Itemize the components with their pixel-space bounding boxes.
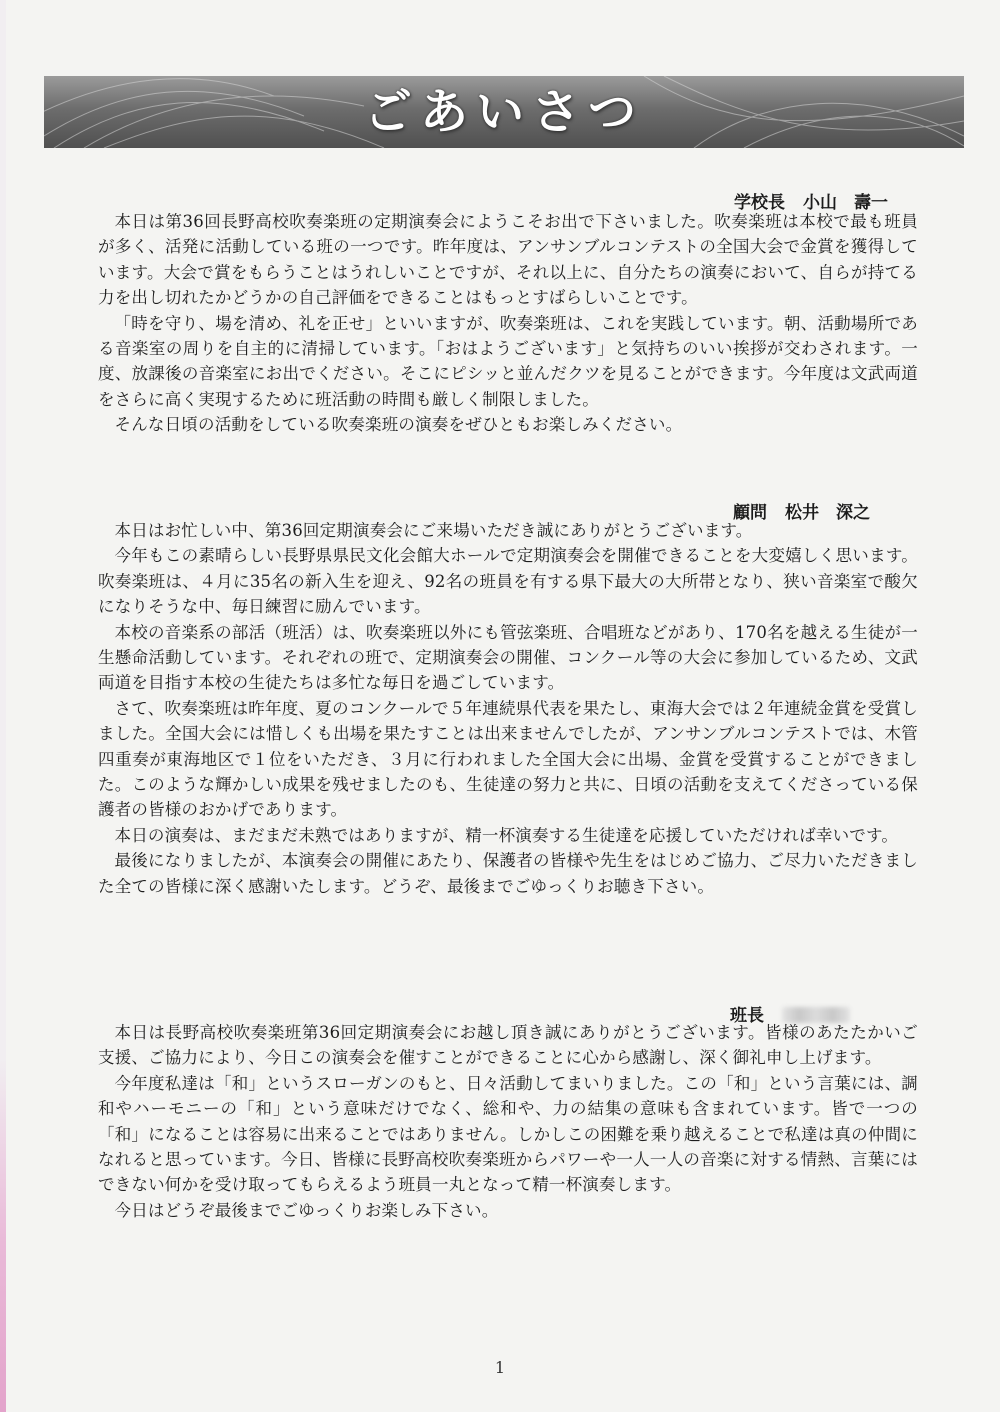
paragraph: 本校の音楽系の部活（班活）は、吹奏楽班以外にも管弦楽班、合唱班などがあり、170名を越える生徒が一生懸命活動しています。それぞれの班で、定期演奏会の開催、コンクール等の大会に参加しているため、文武両道を目指す本校の生徒たちは多忙な毎日を過ごしています。 (98, 622, 918, 693)
greeting-leader (98, 1020, 918, 1223)
author-title: 顧問 (733, 503, 767, 523)
paragraph: さて、吹奏楽班は昨年度、夏のコンクールで５年連続県代表を果たし、東海大会では２年連続金賞を受賞しました。全国大会には惜しくも出場を果たすことは出来ませんでしたが、アンサンブルコンテストでは、木管四重奏が東海地区で１位をいただき、３月に行われました全国大会に出場、金賞を受賞することができました。このような輝かしい成果を残せましたのも、生徒達の努力と共に、日頃の活動を支えてくださっている保護者の皆様のおかげであります。 (98, 698, 918, 820)
paragraph: 最後になりましたが、本演奏会の開催にあたり、保護者の皆様や先生をはじめご協力、ご尽力いただきました全ての皆様に深く感謝いたします。どうぞ、最後までごゆっくりお聴き下さい。 (98, 851, 918, 896)
paragraph: 本日の演奏は、まだまだ未熟ではありますが、精一杯演奏する生徒達を応援していただければ幸いです。 (114, 825, 899, 845)
title-banner (44, 76, 964, 148)
page-title: ごあいさつ (363, 84, 644, 140)
greeting-advisor (98, 518, 918, 899)
paragraph: 「時を守り、場を清め、礼を正せ」といいますが、吹奏楽班は、これを実践しています。朝、活動場所である音楽室の周りを自主的に清掃しています。「おはようございます」と気持ちのいい挨拶が交わされます。一度、放課後の音楽室にお出でください。そこにピシッと並んだクツを見ることができます。今年度は文武両道をさらに高く実現するために班活動の時間も厳しく制限しました。 (98, 313, 918, 409)
paragraph: そんな日頃の活動をしている吹奏楽班の演奏をぜひともお楽しみください。 (114, 415, 683, 435)
page-number: 1 (494, 1358, 506, 1377)
author-title: 学校長 (734, 193, 785, 213)
author-title: 班長 (730, 1006, 764, 1026)
greeting-principal (98, 209, 918, 438)
author-name: 小山 壽一 (803, 193, 888, 213)
paragraph: 本日は長野高校吹奏楽班第36回定期演奏会にお越し頂き誠にありがとうございます。皆様のあたたかいご支援、ご協力により、今日この演奏会を催すことができることに心から感謝し、深く御礼申し上げます。 (98, 1023, 918, 1068)
paragraph: 本日はお忙しい中、第36回定期演奏会にご来場いただき誠にありがとうございます。 (114, 521, 753, 540)
paragraph: 今日はどうぞ最後までごゆっくりお楽しみ下さい。 (114, 1200, 499, 1220)
paragraph: 今年度私達は「和」というスローガンのもと、日々活動してまいりました。この「和」という言葉には、調和やハーモニーの「和」という意味だけでなく、総和や、力の結集の意味も含まれています。皆で一つの「和」になることは容易に出来ることではありません。しかしこの困難を乗り越えることで私達は真の仲間になれると思っています。今日、皆様に長野高校吹奏楽班からパワーや一人一人の音楽に対する情熱、言葉にはできない何かを受け取ってもらえるよう班員一丸となって精一杯演奏します。 (98, 1073, 918, 1195)
author-name: 松井 深之 (785, 503, 870, 523)
paragraph: 本日は第36回長野高校吹奏楽班の定期演奏会にようこそお出で下さいました。吹奏楽班は本校で最も班員が多く、活発に活動している班の一つです。昨年度は、アンサンブルコンテストの全国大会で金賞を獲得しています。大会で賞をもらうことはうれしいことですが、それ以上に、自分たちの演奏において、自らが持てる力を出し切れたかどうかの自己評価をできることはもっとすばらしいことです。 (98, 212, 918, 308)
page-edge (0, 0, 6, 1412)
paragraph: 今年もこの素晴らしい長野県県民文化会館大ホールで定期演奏会を開催できることを大変嬉しく思います。吹奏楽班は、４月に35名の新入生を迎え、92名の班員を有する県下最大の大所帯となり、狭い音楽室で酸欠になりそうな中、毎日練習に励んでいます。 (98, 546, 918, 617)
